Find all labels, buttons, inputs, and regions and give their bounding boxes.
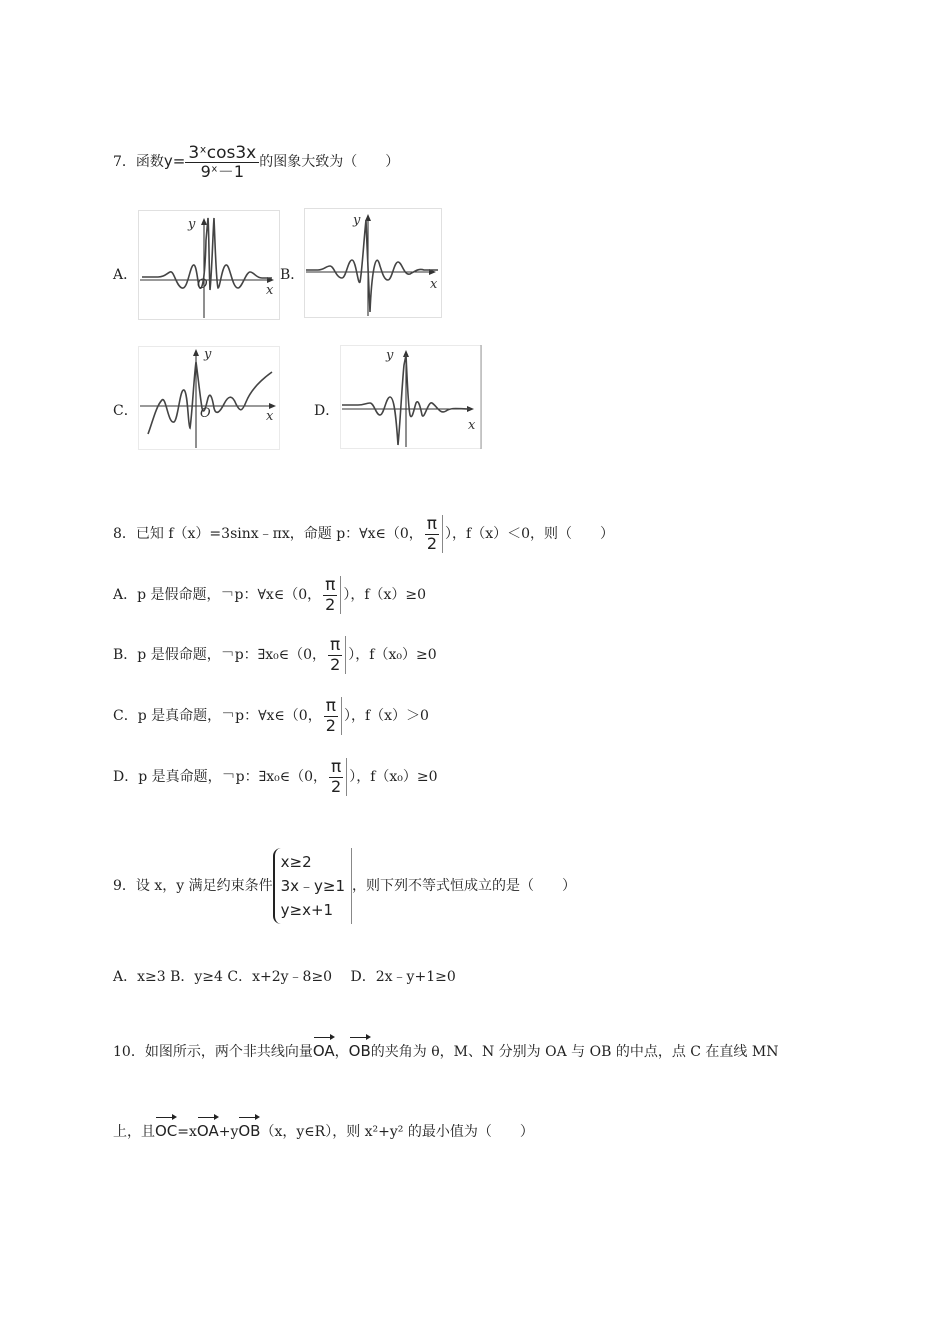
y-label: y <box>188 217 196 232</box>
q8-stem-pi-over-2 <box>425 515 443 553</box>
q10-vector-oa-2: OA <box>197 1114 219 1140</box>
q8-c-pi-over-2 <box>324 697 342 735</box>
two: 2 <box>324 716 338 735</box>
q8-option-d[interactable] <box>113 758 438 796</box>
q9-constraint-2: 3x﹣y≥1 <box>280 877 346 895</box>
q8-a-pi-over-2 <box>323 576 341 614</box>
pi: π <box>330 757 342 777</box>
q10-line2-prefix: 上，且 <box>113 1124 155 1140</box>
q7-formula-fraction <box>185 144 259 180</box>
pi: π <box>325 696 336 716</box>
q9-constraint-1: x≥2 <box>280 853 312 871</box>
q9-options[interactable]: A．x≥3 B．y≥4 C．x+2y﹣8≥0 D．2x﹣y+1≥0 <box>113 969 456 985</box>
q9-constraint-system <box>273 848 352 924</box>
q7-suffix: 的图象大致为（ ） <box>259 154 400 170</box>
two: 2 <box>323 595 337 614</box>
x-label: x <box>468 418 476 433</box>
pi: π <box>325 575 336 595</box>
q7-stem <box>113 135 399 188</box>
q8-stem <box>113 515 614 553</box>
q9-constraint-3: y≥x+1 <box>280 901 334 919</box>
pi: π <box>426 514 438 534</box>
q10-line2-suffix: （x，y∈R），则 x²+y² 的最小值为（ ） <box>260 1124 534 1140</box>
q7-prefix: 7．函数 <box>113 154 164 170</box>
q7-formula-denominator: 9ˣ－1 <box>185 162 259 180</box>
q10-eq-x: =x <box>177 1124 197 1140</box>
q7-graph-a <box>138 210 280 320</box>
q7-option-a-label[interactable]: A． <box>113 267 138 283</box>
q10-vector-oc: OC <box>155 1114 177 1140</box>
x-label: x <box>266 409 274 424</box>
q10-line1 <box>113 1034 778 1061</box>
q8-option-a[interactable] <box>113 576 426 614</box>
q7-formula-numerator: 3ˣcos3x <box>188 142 257 163</box>
q7-option-c-label[interactable]: C． <box>113 403 138 419</box>
q8-a-suffix: ），f（x）≥0 <box>343 587 427 603</box>
q7-graph-d <box>340 345 482 449</box>
q8-b-prefix: B．p 是假命题，￢p：∃x₀∈（0， <box>113 647 327 663</box>
q7-option-b-label[interactable]: B． <box>280 267 305 283</box>
q10-vector-oa: OA <box>313 1034 335 1060</box>
q8-b-suffix: ），f（x₀）≥0 <box>348 647 437 663</box>
q10-plus-y: +y <box>218 1124 239 1140</box>
q8-d-prefix: D．p 是真命题，￢p：∃x₀∈（0， <box>113 769 327 785</box>
q8-a-prefix: A．p 是假命题，￢p：∀x∈（0， <box>113 587 322 603</box>
q7-formula <box>163 142 259 181</box>
q9-stem <box>113 848 576 924</box>
q10-vector-ob-2: OB <box>238 1114 260 1140</box>
q7-option-d-label[interactable]: D． <box>314 403 340 419</box>
two: 2 <box>425 534 439 553</box>
q7-graph-b <box>304 208 442 318</box>
q8-d-suffix: ），f（x₀）≥0 <box>349 769 438 785</box>
y-label: y <box>204 347 212 362</box>
q9-suffix: ，则下列不等式恒成立的是（ ） <box>352 878 577 894</box>
y-label: y <box>386 348 394 363</box>
two: 2 <box>328 655 342 674</box>
q8-b-pi-over-2 <box>328 636 346 674</box>
q8-c-suffix: ），f（x）＞0 <box>343 708 429 724</box>
origin-label: O <box>197 277 208 292</box>
q7-graph-c <box>138 346 280 450</box>
q10-line2 <box>113 1114 534 1141</box>
q10-line1-suffix: 的夹角为 θ，M、N 分别为 OA 与 OB 的中点，点 C 在直线 MN <box>370 1044 779 1060</box>
q8-stem-prefix: 8．已知 f（x）=3sinx﹣πx，命题 p：∀x∈（0， <box>113 526 423 542</box>
q8-stem-suffix: ），f（x）＜0，则（ ） <box>445 526 615 542</box>
q7-formula-lhs: y= <box>163 152 186 170</box>
two: 2 <box>329 777 343 796</box>
y-label: y <box>353 213 361 228</box>
q8-d-pi-over-2 <box>329 758 347 796</box>
pi: π <box>330 635 341 655</box>
q8-c-prefix: C．p 是真命题，￢p：∀x∈（0， <box>113 708 322 724</box>
q8-option-b[interactable] <box>113 636 437 674</box>
q10-vector-ob: OB <box>349 1034 371 1060</box>
x-label: x <box>430 277 438 292</box>
q10-line1-prefix: 10．如图所示，两个非共线向量 <box>113 1044 313 1060</box>
q9-prefix: 9．设 x，y 满足约束条件 <box>113 878 273 894</box>
origin-label: O <box>200 406 211 421</box>
q8-option-c[interactable] <box>113 697 429 735</box>
x-label: x <box>266 283 274 298</box>
q10-comma: ， <box>334 1044 349 1060</box>
